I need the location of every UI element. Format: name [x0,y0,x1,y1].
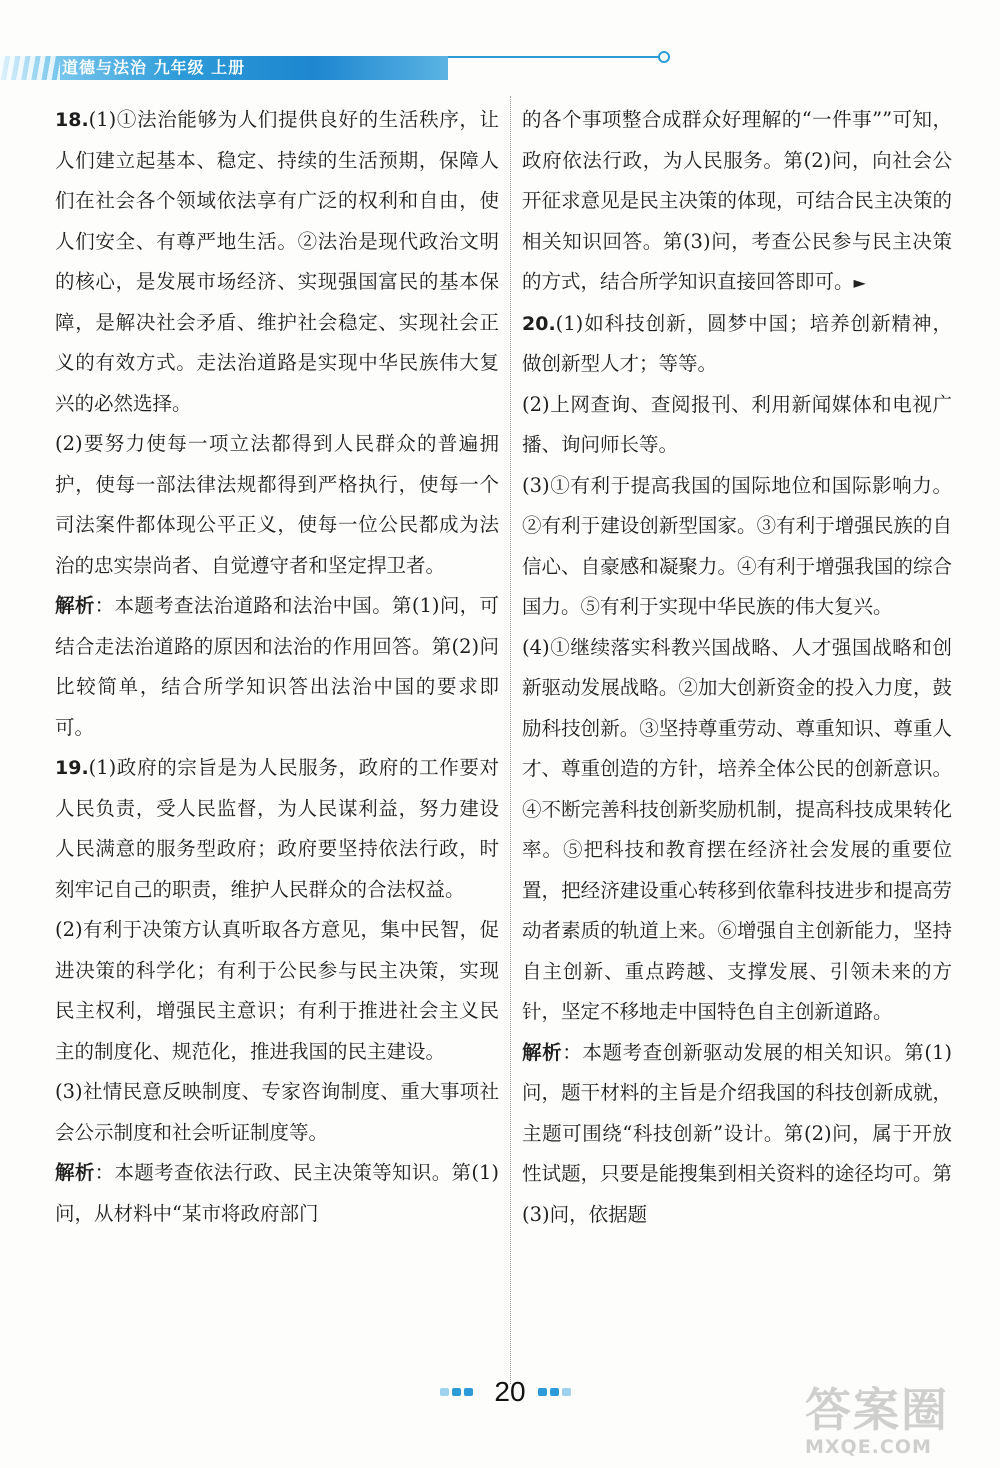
question-19-part-3 [55,1072,499,1153]
left-column [55,100,499,1234]
question-20-part-1 [522,304,952,385]
analysis-label: 解析 [522,1040,563,1064]
answer-text: (1)①法治能够为人们提供良好的生活秩序，让人们建立起基本、稳定、持续的生活预期，保障人们在社会各个领域依法享有广泛的权利和自由，使人们安全、有尊严地生活。②法治是现代政治文明的核心，是发展市场经济、实现强国富民的基本保障，是解决社会矛盾、维护社会稳定、实现社会正义的有效方式。走法治道路是实现中华民族伟大复兴的必然选择。 [55,108,499,415]
analysis-text: ：本题考查创新驱动发展的相关知识。第(1)问，题干材料的主旨是介绍我国的科技创新成就，主题可围绕“科技创新”设计。第(2)问，属于开放性试题，只要是能搜集到相关资料的途径均可。第(3)问，依据题 [522,1040,952,1226]
question-18-analysis [55,586,499,748]
right-column [522,100,952,1235]
question-19-part-2 [55,910,499,1072]
answer-text: (3)社情民意反映制度、专家咨询制度、重大事项社会公示制度和社会听证制度等。 [55,1080,499,1144]
continue-arrow-icon: ► [853,273,866,292]
question-20-part-3 [522,466,952,628]
answer-text: (2)有利于决策方认真听取各方意见，集中民智，促进决策的科学化；有利于公民参与民主决策，实现民主权利，增强民主意识；有利于推进社会主义民主的制度化、规范化，推进我国的民主建设。 [55,918,499,1063]
page-number: 20 [494,1376,526,1407]
watermark-text: 答案圈 [805,1383,949,1437]
footer-decoration-left [440,1388,473,1396]
answer-text: (1)政府的宗旨是为人民服务，政府的工作要对人民负责，受人民监督，为人民谋利益，努力建设人民满意的服务型政府；政府要坚持依法行政，时刻牢记自己的职责，维护人民群众的合法权益。 [55,756,499,901]
header-stripes-decoration [0,56,60,80]
footer-decoration-right [538,1388,571,1396]
question-number: 19. [55,757,89,779]
analysis-label: 解析 [55,1161,95,1184]
book-title: 道德与法治 九年级 上册 [62,58,246,77]
question-18-part-2 [55,424,499,586]
question-number: 18. [55,109,89,131]
question-19-analysis-continued [522,100,952,304]
analysis-text: ：本题考查依法行政、民主决策等知识。第(1)问，从材料中“某市将政府部门 [55,1161,499,1225]
analysis-text: 的各个事项整合成群众好理解的“一件事””可知，政府依法行政，为人民服务。第(2)问，向社会公开征求意见是民主决策的体现，可结合民主决策的相关知识回答。第(3)问，考查公民参与民主决策的方式，结合所学知识直接回答即可。 [522,108,952,293]
watermark-logo [805,1385,995,1463]
question-19-analysis [55,1153,499,1234]
answer-text: (2)上网查询、查阅报刊、利用新闻媒体和电视广播、询问师长等。 [522,392,952,456]
page-header [0,44,700,88]
question-number: 20. [522,312,556,335]
watermark-url: MXQE.COM [805,1436,932,1458]
answer-text: (3)①有利于提高我国的国际地位和国际影响力。②有利于建设创新型国家。③有利于增强民族的自信心、自豪感和凝聚力。④有利于增强我国的综合国力。⑤有利于实现中华民族的伟大复兴。 [522,473,952,618]
answer-text: (4)①继续落实科教兴国战略、人才强国战略和创新驱动发展战略。②加大创新资金的投入力度，鼓励科技创新。③坚持尊重劳动、尊重知识、尊重人才、尊重创造的方针，培养全体公民的创新意识。④不断完善科技创新奖励机制，提高科技成果转化率。⑤把科技和教育摆在经济社会发展的重要位置，把经济建设重心转移到依靠科技进步和提高劳动者素质的轨道上来。⑥增强自主创新能力，坚持自主创新、重点跨越、支撑发展、引领未来的方针，坚定不移地走中国特色自主创新道路。 [522,635,952,1023]
analysis-label: 解析 [55,594,95,617]
header-dot-icon [658,51,670,63]
question-20-part-4 [522,628,952,1033]
question-19-part-1 [55,748,499,910]
question-20-part-2 [522,385,952,466]
question-18-part-1 [55,100,499,424]
column-divider [510,96,511,1384]
analysis-text: ：本题考查法治道路和法治中国。第(1)问，可结合走法治道路的原因和法治的作用回答。第(2)问比较简单，结合所学知识答出法治中国的要求即可。 [55,594,499,739]
answer-text: (1)如科技创新，圆梦中国；培养创新精神，做创新型人才；等等。 [522,311,952,375]
header-rule [448,56,660,58]
question-20-analysis [522,1033,952,1236]
answer-text: (2)要努力使每一项立法都得到人民群众的普遍拥护，使每一部法律法规都得到严格执行，使每一个司法案件都体现公平正义，使每一位公民都成为法治的忠实崇尚者、自觉遵守者和坚定捍卫者。 [55,432,499,577]
